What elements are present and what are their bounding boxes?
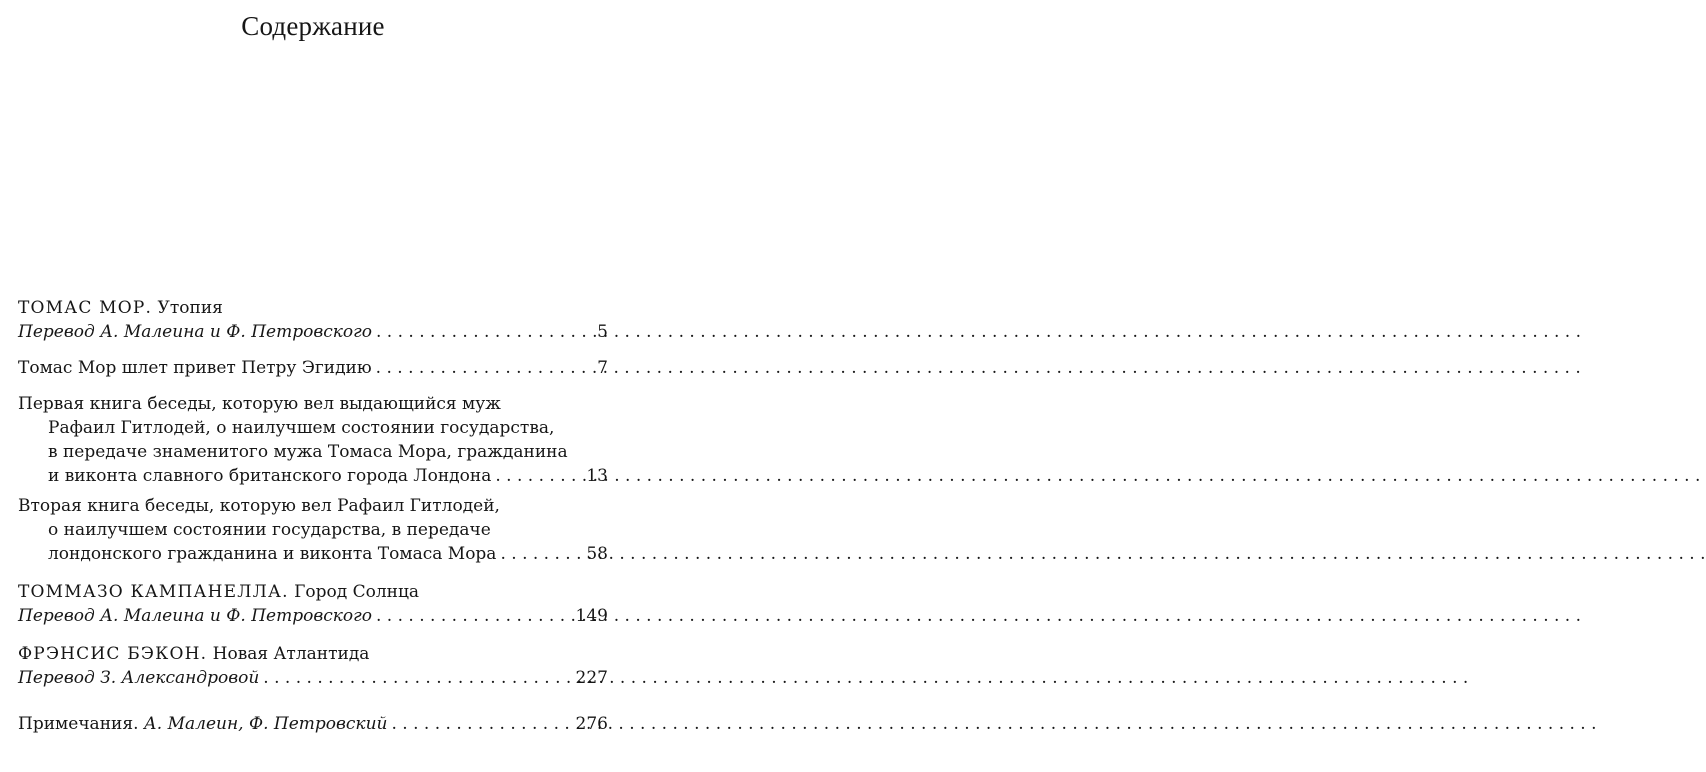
entry-title-line: в передаче знаменитого мужа Томаса Мора, гражданина: [48, 442, 568, 462]
toc-entry-more-book-one[interactable]: [18, 392, 608, 488]
translation-credit: Перевод А. Малеина и Ф. Петровского: [18, 322, 372, 342]
page-title: Содержание: [241, 11, 385, 41]
dot-leader: [263, 666, 571, 690]
entry-title-line: и виконта славного британского города Лондона: [48, 466, 492, 486]
toc-entry-more-book-two[interactable]: [18, 494, 608, 566]
entry-title-line: лондонского гражданина и виконта Томаса Мора: [48, 544, 497, 564]
book-page: [0, 0, 626, 772]
dot-leader: [376, 604, 572, 628]
toc-entry-campanella-translation[interactable]: [18, 604, 608, 628]
notes-authors: А. Малеин, Ф. Петровский: [143, 714, 388, 734]
toc-entry-more-translation[interactable]: [18, 320, 608, 344]
entry-title-line: Вторая книга беседы, которую вел Рафаил Гитлодей,: [18, 496, 500, 516]
entry-title-line: Рафаил Гитлодей, о наилучшем состоянии государства,: [48, 418, 555, 438]
entry-title-line: о наилучшем состоянии государства, в передаче: [48, 520, 491, 540]
notes-label: Примечания.: [18, 714, 144, 734]
dot-leader: [376, 320, 592, 344]
toc-section-more-title: [18, 296, 608, 320]
page-number: 7: [597, 358, 608, 378]
author-name: ФРЭНСИС БЭКОН.: [18, 644, 208, 664]
toc-entry-more-letter[interactable]: [18, 356, 608, 380]
dot-leader: [500, 542, 582, 566]
toc-entry-bacon-translation[interactable]: [18, 666, 608, 690]
page-number: 149: [575, 606, 608, 626]
translation-credit: Перевод А. Малеина и Ф. Петровского: [18, 606, 372, 626]
page-number: 276: [575, 714, 608, 734]
toc-entry-notes[interactable]: [18, 712, 608, 736]
page-number: 227: [575, 668, 608, 688]
work-title: Новая Атлантида: [207, 644, 370, 664]
author-name: ТОММАЗО КАМПАНЕЛЛА.: [18, 582, 289, 602]
dot-leader: [391, 712, 571, 736]
author-name: ТОМАС МОР.: [18, 298, 153, 318]
translation-credit: Перевод З. Александровой: [18, 668, 260, 688]
page-number: 13: [586, 466, 608, 486]
work-title: Город Солнца: [288, 582, 420, 602]
dot-leader: [376, 356, 592, 380]
dot-leader: [495, 464, 582, 488]
table-of-contents: [18, 296, 608, 736]
toc-section-campanella-title: [18, 580, 608, 604]
page-number: 58: [586, 544, 608, 564]
work-title: Утопия: [152, 298, 223, 318]
page-number: 5: [597, 322, 608, 342]
toc-section-bacon-title: [18, 642, 608, 666]
entry-title: Томас Мор шлет привет Петру Эгидию: [18, 358, 372, 378]
entry-title-line: Первая книга беседы, которую вел выдающийся муж: [18, 394, 501, 414]
